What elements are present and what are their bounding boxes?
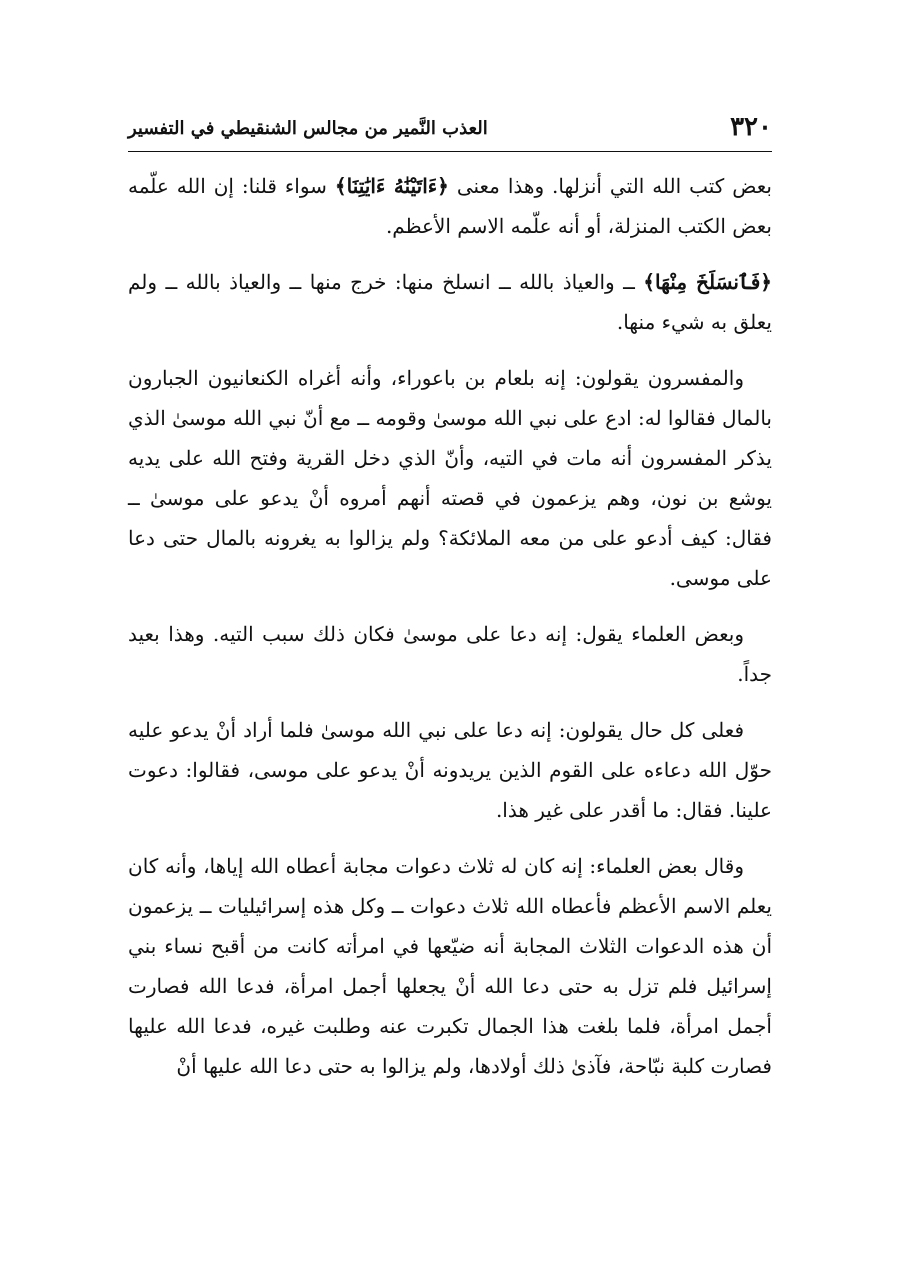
text-segment: وقال بعض العلماء: إنه كان له ثلاث دعوات مجابة أعطاه الله إياها، وأنه كان يعلم الاسم الأعظم فأعطاه الله ثلاث دعوات ــ وكل هذه إسرائيليات ــ يزعمون أن هذه الدعوات الثلاث المجابة أنه ضيّعها في امرأته كانت من أقبح نساء بني إسرائيل فلم تزل به حتى دعا الله أنْ يجعلها أجمل امرأة، فدعا الله فصارت أجمل امرأة، فلما بلغت هذا الجمال تكبرت عنه وطلبت غيره، فدعا الله عليها فصارت كلبة نبّاحة، فآذىٰ ذلك أولادها، ولم يزالوا به حتى دعا الله عليها أنْ	[128, 854, 772, 1078]
running-title: العذب النَّمير من مجالس الشنقيطي في التفسير	[128, 118, 488, 139]
header-divider	[128, 151, 772, 152]
paragraph-2	[128, 262, 772, 342]
running-header	[128, 108, 772, 150]
body-text	[128, 166, 772, 1102]
text-segment: فعلى كل حال يقولون: إنه دعا على نبي الله موسىٰ فلما أراد أنْ يدعو عليه حوّل الله دعاءه على القوم الذين يريدونه أنْ يدعو على موسى، فقالوا: دعوت علينا. فقال: ما أقدر على غير هذا.	[128, 718, 772, 822]
paragraph-3	[128, 358, 772, 598]
text-segment: وبعض العلماء يقول: إنه دعا على موسىٰ فكان ذلك سبب التيه. وهذا بعيد جداً.	[128, 622, 772, 686]
paragraph-1	[128, 166, 772, 246]
paragraph-6	[128, 846, 772, 1086]
quran-quote: ﴿ءَاتَيْنَٰهُ ءَايَٰتِنَا﴾	[334, 174, 449, 198]
text-segment: والمفسرون يقولون: إنه بلعام بن باعوراء، وأنه أغراه الكنعانيون الجبارون بالمال فقالوا له: ادع على نبي الله موسىٰ وقومه ــ مع أنّ نبي الله موسىٰ الذي يذكر المفسرون أنه مات في التيه، وأنّ الذي دخل القرية وفتح الله على يديه يوشع بن نون، وهم يزعمون في قصته أنهم أمروه أنْ يدعو على موسىٰ ــ فقال: كيف أدعو على من معه الملائكة؟ ولم يزالوا به يغرونه بالمال حتى دعا على موسى.	[128, 366, 772, 590]
page-number: ٣٢٠	[730, 112, 772, 142]
text-segment: ــ والعياذ بالله ــ انسلخ منها: خرج منها ــ والعياذ بالله ــ ولم يعلق به شيء منها.	[128, 270, 772, 334]
paragraph-4	[128, 614, 772, 694]
text-segment: بعض كتب الله التي أنزلها. وهذا معنى	[448, 174, 772, 198]
quran-quote: ﴿فَٱنسَلَخَ مِنْهَا﴾	[643, 270, 772, 294]
paragraph-5	[128, 710, 772, 830]
text-segment: سواء قلنا: إن الله علّمه بعض الكتب المنزلة، أو أنه علّمه الاسم الأعظم.	[128, 174, 772, 238]
